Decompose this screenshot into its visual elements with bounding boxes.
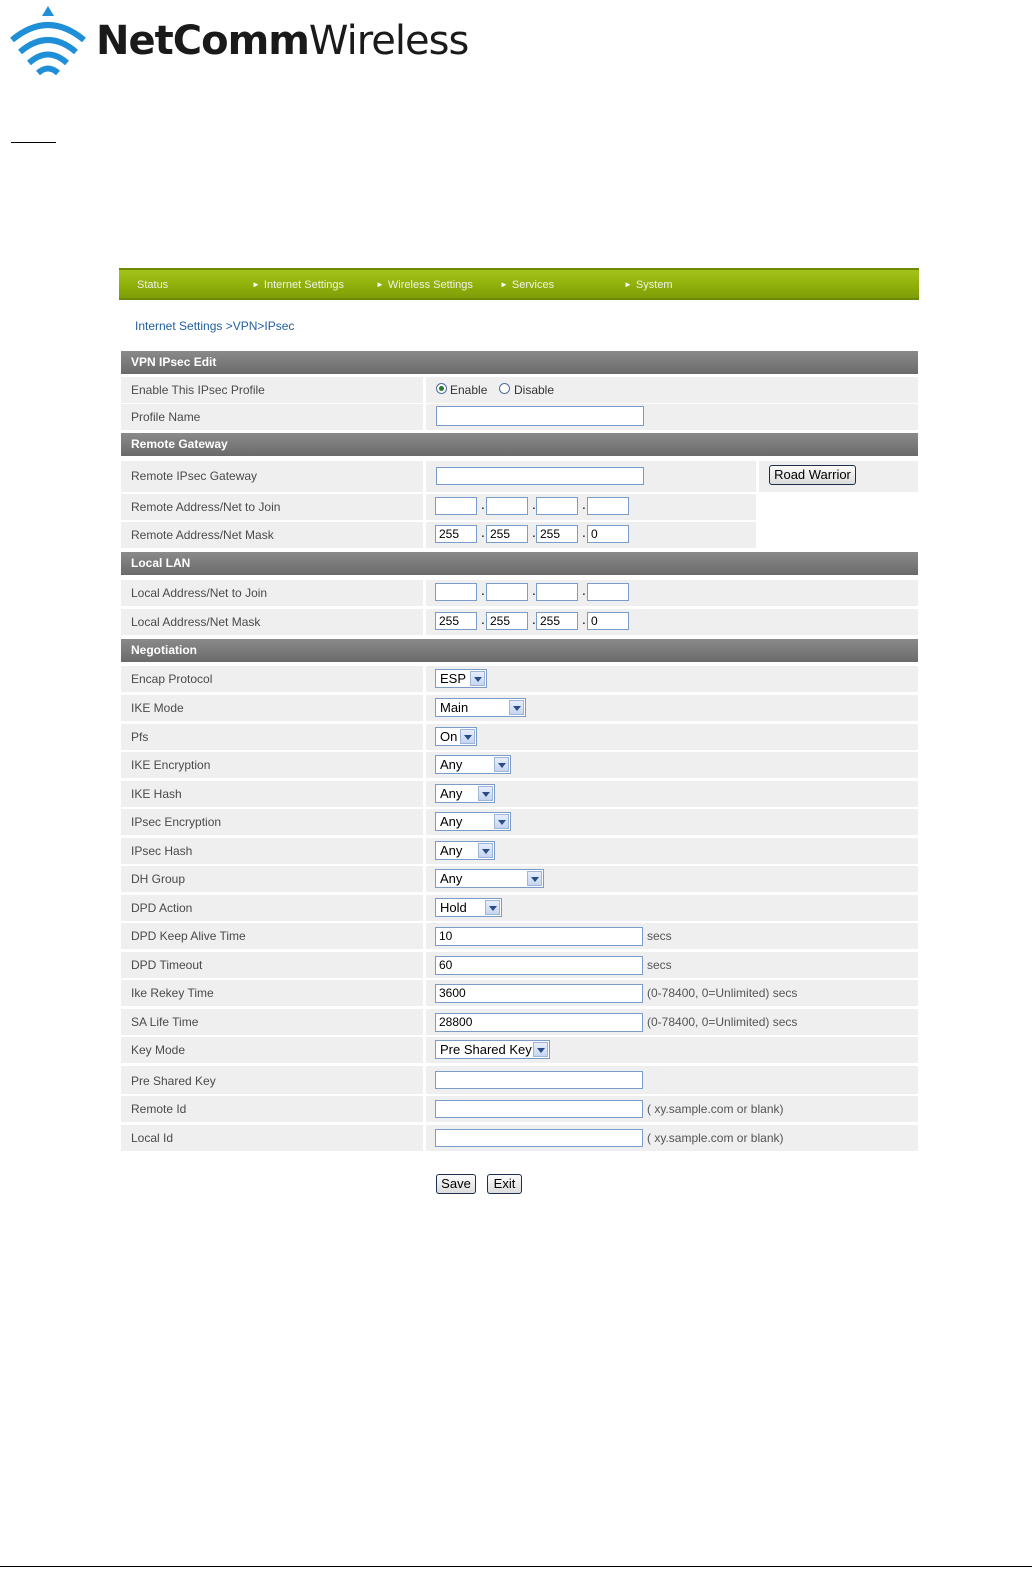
- remote-net-value: [426, 494, 756, 520]
- local-net-octet-4[interactable]: [587, 583, 629, 601]
- nav-services[interactable]: [500, 279, 554, 291]
- profile-name-input[interactable]: [436, 406, 644, 426]
- row-remote-net: [121, 494, 918, 520]
- chevron-down-icon: [460, 729, 475, 744]
- dpd-timeout-input[interactable]: 60: [435, 956, 643, 975]
- row-ike-rekey: [121, 980, 918, 1006]
- chevron-down-icon: [485, 900, 500, 915]
- key-mode-value: [426, 1037, 918, 1063]
- local-id-label: Local Id: [121, 1125, 423, 1151]
- chevron-down-icon: [478, 843, 493, 858]
- row-dh-group: [121, 866, 918, 892]
- dpd-action-select[interactable]: [435, 898, 502, 917]
- save-button[interactable]: Save: [436, 1174, 476, 1194]
- remote-mask-value: [426, 522, 756, 548]
- wifi-logo-icon: [8, 6, 88, 76]
- section-vpn-ipsec-edit: VPN IPsec Edit: [121, 351, 918, 374]
- remote-gateway-label: Remote IPsec Gateway: [121, 461, 423, 492]
- ike-mode-label: IKE Mode: [121, 695, 423, 721]
- ipsec-hash-label: IPsec Hash: [121, 838, 423, 864]
- ipsec-encryption-label: IPsec Encryption: [121, 809, 423, 835]
- row-encap-protocol: [121, 666, 918, 692]
- encap-protocol-select[interactable]: [435, 669, 487, 688]
- brand-wordmark: [96, 18, 468, 64]
- pre-shared-key-value: [426, 1066, 918, 1094]
- brand-name-light: Wireless: [308, 18, 469, 64]
- sa-life-label: SA Life Time: [121, 1009, 423, 1035]
- octet-dot: .: [481, 613, 485, 627]
- dpd-keep-alive-label: DPD Keep Alive Time: [121, 923, 423, 949]
- remote-mask-octet-1[interactable]: 255: [435, 525, 477, 543]
- ipsec-encryption-value: [426, 809, 918, 835]
- remote-mask-octet-4[interactable]: 0: [587, 525, 629, 543]
- row-remote-mask: [121, 522, 918, 548]
- row-local-mask: [121, 609, 918, 635]
- sa-life-hint: (0-78400, 0=Unlimited) secs: [647, 1015, 798, 1029]
- nav-services-label: Services: [511, 279, 555, 291]
- exit-button[interactable]: Exit: [487, 1174, 522, 1194]
- key-mode-label: Key Mode: [121, 1037, 423, 1063]
- octet-dot: .: [532, 584, 536, 598]
- row-key-mode: [121, 1037, 918, 1063]
- enable-radio[interactable]: [436, 383, 447, 394]
- encap-protocol-selected: ESP: [440, 671, 467, 686]
- octet-dot: .: [532, 613, 536, 627]
- remote-net-label: Remote Address/Net to Join: [121, 494, 423, 520]
- remote-mask-octet-2[interactable]: 255: [486, 525, 528, 543]
- dh-group-selected: Any: [440, 871, 463, 886]
- ike-encryption-label: IKE Encryption: [121, 752, 423, 778]
- ipsec-hash-selected: Any: [440, 843, 463, 858]
- profile-name-value: [426, 404, 918, 430]
- chevron-down-icon: [470, 671, 485, 686]
- ike-mode-value: [426, 695, 918, 721]
- row-ipsec-hash: [121, 838, 918, 864]
- row-local-net: [121, 580, 918, 606]
- local-mask-value: [426, 609, 918, 635]
- pre-shared-key-label: Pre Shared Key: [121, 1066, 423, 1094]
- section-negotiation: Negotiation: [121, 639, 918, 662]
- ipsec-hash-value: [426, 838, 918, 864]
- octet-dot: .: [582, 498, 586, 512]
- local-net-octet-3[interactable]: [536, 583, 578, 601]
- row-dpd-action: [121, 895, 918, 921]
- ike-hash-select[interactable]: [435, 784, 495, 803]
- chevron-down-icon: [527, 871, 542, 886]
- key-mode-selected: Pre Shared Key: [440, 1042, 532, 1057]
- row-remote-gateway: [121, 461, 918, 492]
- octet-dot: .: [481, 498, 485, 512]
- pfs-value: [426, 724, 918, 750]
- local-id-input[interactable]: [435, 1129, 643, 1147]
- local-id-hint: ( xy.sample.com or blank): [647, 1131, 784, 1145]
- octet-dot: .: [532, 526, 536, 540]
- nav-arrow-icon: ►: [376, 280, 384, 289]
- header-rule: [11, 142, 56, 143]
- local-net-octet-1[interactable]: [435, 583, 477, 601]
- row-enable-profile: [121, 377, 918, 403]
- remote-net-octet-4[interactable]: [587, 497, 629, 515]
- remote-net-octet-1[interactable]: [435, 497, 477, 515]
- local-id-value: [426, 1125, 918, 1151]
- octet-dot: .: [481, 584, 485, 598]
- ike-mode-selected: Main: [440, 700, 469, 715]
- ike-rekey-input[interactable]: 3600: [435, 984, 643, 1003]
- octet-dot: .: [582, 613, 586, 627]
- encap-protocol-value: [426, 666, 918, 692]
- ipsec-hash-select[interactable]: [435, 841, 495, 860]
- chevron-down-icon: [494, 814, 509, 829]
- nav-system[interactable]: [624, 279, 673, 291]
- remote-mask-label: Remote Address/Net Mask: [121, 522, 423, 548]
- nav-status[interactable]: [137, 279, 168, 291]
- octet-dot: .: [481, 526, 485, 540]
- dpd-action-value: [426, 895, 918, 921]
- enable-profile-value: [426, 377, 918, 403]
- local-mask-label: Local Address/Net Mask: [121, 609, 423, 635]
- dh-group-value: [426, 866, 918, 892]
- nav-internet-settings-label: Internet Settings: [263, 279, 345, 291]
- nav-internet-settings[interactable]: [252, 279, 344, 291]
- dpd-keep-alive-unit: secs: [647, 929, 672, 943]
- dpd-action-label: DPD Action: [121, 895, 423, 921]
- ipsec-encryption-select[interactable]: [435, 812, 511, 831]
- local-mask-octet-1[interactable]: 255: [435, 612, 477, 630]
- brand-name-bold: NetComm: [96, 18, 309, 64]
- key-mode-select[interactable]: [435, 1040, 550, 1059]
- row-local-id: [121, 1125, 918, 1151]
- enable-radio-label: Enable: [450, 383, 488, 397]
- breadcrumb: Internet Settings >VPN>IPsec: [135, 319, 295, 333]
- octet-dot: .: [532, 498, 536, 512]
- row-dpd-keep-alive: [121, 923, 918, 949]
- row-dpd-timeout: [121, 952, 918, 978]
- pfs-select[interactable]: [435, 727, 477, 746]
- row-remote-id: [121, 1096, 918, 1122]
- top-nav: [119, 268, 919, 300]
- disable-radio-label: Disable: [514, 383, 555, 397]
- nav-wireless-settings-label: Wireless Settings: [387, 279, 473, 291]
- pfs-label: Pfs: [121, 724, 423, 750]
- row-sa-life: [121, 1009, 918, 1035]
- local-mask-octet-2[interactable]: 255: [486, 612, 528, 630]
- nav-arrow-icon: ►: [252, 280, 260, 289]
- ike-mode-select[interactable]: [435, 698, 526, 717]
- nav-system-label: System: [635, 279, 673, 291]
- disable-radio[interactable]: [499, 383, 510, 394]
- remote-id-value: [426, 1096, 918, 1122]
- enable-profile-label: Enable This IPsec Profile: [121, 377, 423, 403]
- remote-id-label: Remote Id: [121, 1096, 423, 1122]
- ike-hash-value: [426, 781, 918, 807]
- ike-rekey-value: [426, 980, 918, 1006]
- remote-gateway-value: [426, 461, 756, 492]
- netcomm-logo: [8, 6, 498, 76]
- ike-encryption-value: [426, 752, 918, 778]
- ipsec-encryption-selected: Any: [440, 814, 463, 829]
- nav-status-label: Status: [137, 279, 169, 291]
- ike-encryption-selected: Any: [440, 757, 463, 772]
- ike-hash-selected: Any: [440, 786, 463, 801]
- router-panel: [119, 268, 919, 1191]
- row-ike-mode: [121, 695, 918, 721]
- ike-rekey-hint: (0-78400, 0=Unlimited) secs: [647, 986, 798, 1000]
- chevron-down-icon: [509, 700, 524, 715]
- local-mask-octet-3[interactable]: 255: [536, 612, 578, 630]
- pfs-selected: On: [440, 729, 458, 744]
- dh-group-label: DH Group: [121, 866, 423, 892]
- chevron-down-icon: [533, 1042, 548, 1057]
- row-ipsec-encryption: [121, 809, 918, 835]
- remote-net-octet-3[interactable]: [536, 497, 578, 515]
- local-net-value: [426, 580, 918, 606]
- row-pfs: [121, 724, 918, 750]
- sa-life-value: [426, 1009, 918, 1035]
- local-net-octet-2[interactable]: [486, 583, 528, 601]
- remote-mask-octet-3[interactable]: 255: [536, 525, 578, 543]
- dpd-timeout-value: [426, 952, 918, 978]
- row-profile-name: [121, 404, 918, 430]
- encap-protocol-label: Encap Protocol: [121, 666, 423, 692]
- dpd-keep-alive-value: [426, 923, 918, 949]
- remote-gateway-input[interactable]: [436, 467, 644, 485]
- pre-shared-key-input[interactable]: [435, 1071, 643, 1089]
- row-ike-hash: [121, 781, 918, 807]
- dpd-timeout-unit: secs: [647, 958, 672, 972]
- nav-arrow-icon: ►: [500, 280, 508, 289]
- dpd-keep-alive-input[interactable]: 10: [435, 927, 643, 946]
- nav-wireless-settings[interactable]: [376, 279, 473, 291]
- octet-dot: .: [582, 526, 586, 540]
- remote-id-hint: ( xy.sample.com or blank): [647, 1102, 784, 1116]
- dpd-action-selected: Hold: [440, 900, 467, 915]
- local-mask-octet-4[interactable]: 0: [587, 612, 629, 630]
- profile-name-label: Profile Name: [121, 404, 423, 430]
- sa-life-input[interactable]: 28800: [435, 1013, 643, 1032]
- footer-rule: [0, 1566, 1032, 1567]
- ike-hash-label: IKE Hash: [121, 781, 423, 807]
- nav-arrow-icon: ►: [624, 280, 632, 289]
- ike-rekey-label: Ike Rekey Time: [121, 980, 423, 1006]
- row-ike-encryption: [121, 752, 918, 778]
- road-warrior-cell: [759, 461, 918, 492]
- remote-id-input[interactable]: [435, 1100, 643, 1118]
- section-local-lan: Local LAN: [121, 552, 918, 575]
- row-pre-shared-key: [121, 1066, 918, 1094]
- dh-group-select[interactable]: [435, 869, 544, 888]
- chevron-down-icon: [478, 786, 493, 801]
- octet-dot: .: [582, 584, 586, 598]
- ike-encryption-select[interactable]: [435, 755, 511, 774]
- remote-net-octet-2[interactable]: [486, 497, 528, 515]
- chevron-down-icon: [494, 757, 509, 772]
- road-warrior-button[interactable]: Road Warrior: [769, 465, 856, 485]
- section-remote-gateway: Remote Gateway: [121, 433, 918, 456]
- dpd-timeout-label: DPD Timeout: [121, 952, 423, 978]
- local-net-label: Local Address/Net to Join: [121, 580, 423, 606]
